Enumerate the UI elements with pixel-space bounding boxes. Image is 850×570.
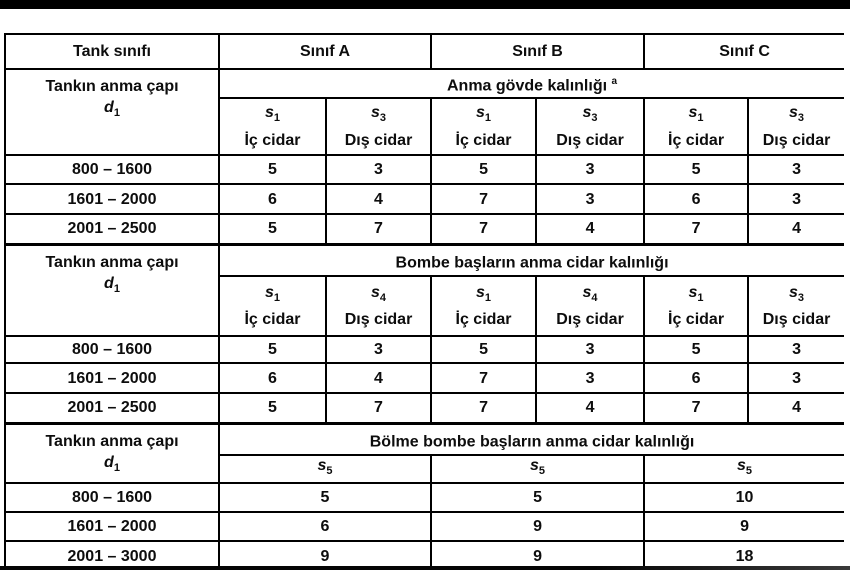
table-row: [5, 393, 844, 423]
table-row: [5, 184, 844, 214]
value-cell: 9: [644, 512, 844, 541]
value-cell: 5: [219, 214, 326, 244]
column-header: $s_4$ Dış cidar: [326, 276, 431, 336]
value-cell: 4: [748, 393, 844, 423]
value-cell: 3: [748, 363, 844, 393]
row-group-label-text: Tankın anma çapı: [45, 253, 179, 271]
bottom-crop-bar: [0, 566, 850, 570]
column-header: $s_3$ Dış cidar: [748, 276, 844, 336]
value-cell: 9: [431, 512, 644, 541]
top-crop-bar: [0, 0, 850, 9]
value-cell: 5: [219, 336, 326, 363]
column-header: $s_3$ Dış cidar: [536, 98, 644, 155]
column-header: $s_1$ İç cidar: [431, 98, 536, 155]
row-group-label: [5, 69, 219, 155]
value-cell: 3: [326, 155, 431, 184]
thickness-table-container: [4, 33, 844, 570]
value-cell: 4: [326, 363, 431, 393]
value-cell: 6: [219, 363, 326, 393]
value-cell: 6: [644, 363, 748, 393]
value-cell: 6: [219, 512, 431, 541]
value-cell: 4: [326, 184, 431, 214]
footnote-marker: a: [611, 75, 618, 87]
column-header: $s_5$: [219, 455, 431, 483]
table-row: [5, 483, 844, 512]
row-group-label-text: Tankın anma çapı: [45, 78, 179, 95]
value-cell: 4: [748, 214, 844, 244]
value-cell: 5: [644, 336, 748, 363]
section3-title-row: [5, 423, 844, 455]
row-group-label-text: Tankın anma çapı: [45, 432, 179, 450]
value-cell: 3: [536, 155, 644, 184]
column-header: $s_5$: [644, 455, 844, 483]
class-header-b: Sınıf B: [431, 34, 644, 69]
value-cell: 4: [536, 393, 644, 423]
section2-title-row: [5, 244, 844, 276]
value-cell: 7: [644, 214, 748, 244]
value-cell: 5: [431, 155, 536, 184]
diameter-symbol: $d_1$: [104, 99, 120, 120]
value-cell: 7: [644, 393, 748, 423]
table-row: [5, 512, 844, 541]
value-cell: 6: [219, 184, 326, 214]
table-row: [5, 363, 844, 393]
diameter-range-cell: 2001 – 2500: [5, 214, 219, 244]
diameter-range-cell: 800 – 1600: [5, 155, 219, 184]
column-header: $s_1$ İç cidar: [219, 98, 326, 155]
table-row: [5, 336, 844, 363]
section2-title: Bombe başların anma cidar kalınlığı: [219, 244, 844, 276]
value-cell: 5: [431, 336, 536, 363]
diameter-range-cell: 1601 – 2000: [5, 363, 219, 393]
value-cell: 7: [431, 393, 536, 423]
value-cell: 6: [644, 184, 748, 214]
diameter-range-cell: 800 – 1600: [5, 336, 219, 363]
column-header: $s_1$ İç cidar: [644, 276, 748, 336]
table-row: [5, 214, 844, 244]
value-cell: 7: [431, 363, 536, 393]
column-header: $s_4$ Dış cidar: [536, 276, 644, 336]
corner-header-cell: Tank sınıfı: [5, 34, 219, 69]
class-header-row: [5, 34, 844, 69]
value-cell: 5: [644, 155, 748, 184]
class-header-a: Sınıf A: [219, 34, 431, 69]
diameter-range-cell: 800 – 1600: [5, 483, 219, 512]
table-row: [5, 155, 844, 184]
section1-title-row: [5, 69, 844, 98]
class-header-c: Sınıf C: [644, 34, 844, 69]
diameter-symbol: $d_1$: [104, 274, 120, 295]
value-cell: 5: [219, 155, 326, 184]
section3-title: Bölme bombe başların anma cidar kalınlığı: [219, 423, 844, 455]
value-cell: 9: [431, 541, 644, 570]
value-cell: 3: [748, 184, 844, 214]
diameter-symbol: $d_1$: [104, 453, 120, 474]
diameter-range-cell: 1601 – 2000: [5, 184, 219, 214]
value-cell: 7: [431, 184, 536, 214]
column-header: $s_1$ İç cidar: [431, 276, 536, 336]
value-cell: 10: [644, 483, 844, 512]
row-group-label: [5, 423, 219, 483]
row-group-label: [5, 244, 219, 336]
diameter-range-cell: 1601 – 2000: [5, 512, 219, 541]
value-cell: 18: [644, 541, 844, 570]
value-cell: 7: [326, 393, 431, 423]
value-cell: 3: [536, 336, 644, 363]
thickness-table: [4, 33, 844, 570]
value-cell: 3: [536, 363, 644, 393]
value-cell: 3: [748, 336, 844, 363]
value-cell: 5: [219, 483, 431, 512]
value-cell: 3: [326, 336, 431, 363]
value-cell: 9: [219, 541, 431, 570]
value-cell: 3: [536, 184, 644, 214]
diameter-range-cell: 2001 – 2500: [5, 393, 219, 423]
column-header: $s_1$ İç cidar: [219, 276, 326, 336]
value-cell: 7: [431, 214, 536, 244]
value-cell: 7: [326, 214, 431, 244]
column-header: $s_1$ İç cidar: [644, 98, 748, 155]
value-cell: 5: [431, 483, 644, 512]
value-cell: 4: [536, 214, 644, 244]
value-cell: 3: [748, 155, 844, 184]
diameter-range-cell: 2001 – 3000: [5, 541, 219, 570]
column-header: $s_5$: [431, 455, 644, 483]
column-header: $s_3$ Dış cidar: [326, 98, 431, 155]
section1-title: Anma gövde kalınlığı $^a$: [219, 69, 844, 98]
value-cell: 5: [219, 393, 326, 423]
column-header: $s_3$ Dış cidar: [748, 98, 844, 155]
